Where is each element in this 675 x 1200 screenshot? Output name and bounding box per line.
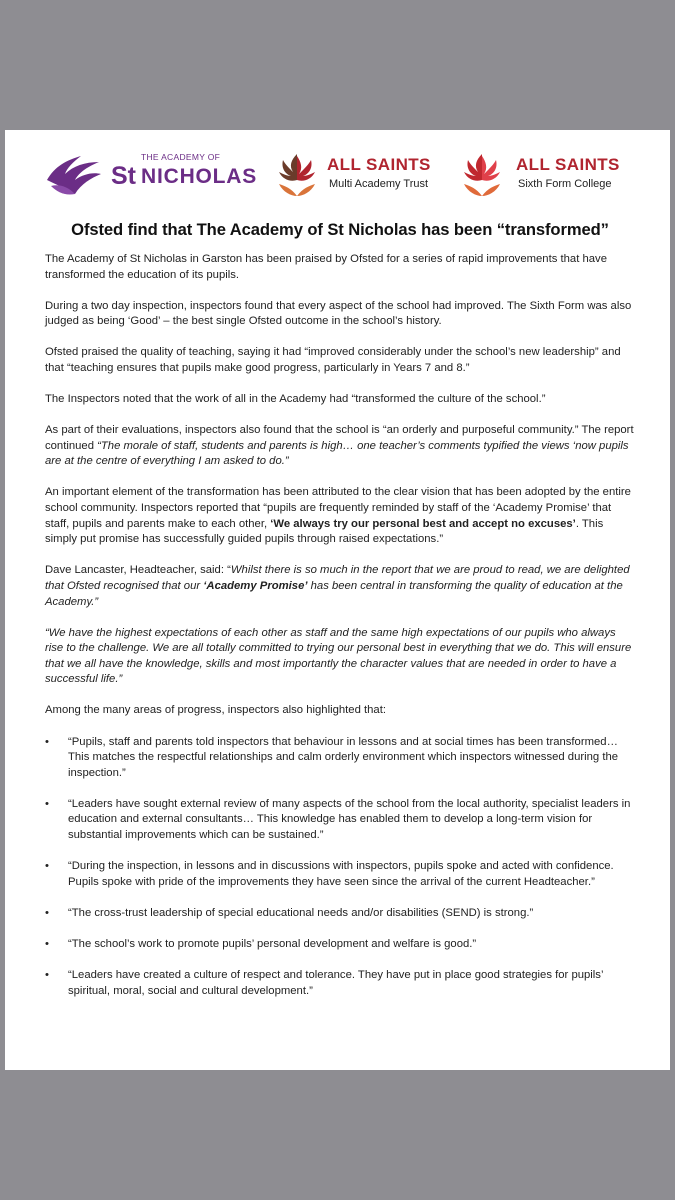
highlights-list [45,735,635,1000]
all-saints-trust-logo [275,150,455,200]
all-saints-college-logo [460,150,645,200]
academy-logo-st: St [111,162,136,190]
list-item [45,937,635,953]
paragraph-teaching: Ofsted praised the quality of teaching, saying it had “improved considerably under the school’s new leadership” and that “teaching ensures that pupils make good progress, particularly in Years 7 and 8.” [45,346,621,374]
purple-flame-icon [45,150,105,200]
paragraph-headteacher [45,563,635,610]
bullet-icon: • [45,735,49,748]
list-item [45,859,635,890]
list-item [45,968,635,999]
paragraph-intro: The Academy of St Nicholas in Garston has been praised by Ofsted for a series of rapid improvements that have transformed the education of its pupils. [45,253,607,281]
paragraph-culture: The Inspectors noted that the work of all in the Academy had “transformed the culture of the school.” [45,393,546,406]
list-item-text: “The school’s work to promote pupils’ personal development and welfare is good.” [68,937,477,950]
headteacher-quote: Whilst there is so much in the report that we are proud to read, we are delighted that Ofsted recognised that our [45,564,630,592]
headteacher-quote-end: has been central in transforming the quality of education at the Academy.” [45,579,623,608]
logo-banner [45,130,635,210]
list-item [45,797,635,844]
evaluations-quote: “The morale of staff, students and parents is high… one teacher’s comments typified the views ‘now pupils are at the centre of everything I am asked to do.” [45,439,629,468]
list-item [45,906,635,922]
list-item-text: “Leaders have created a culture of respect and tolerance. They have put in place good strategies for pupils’ spiritual, moral, social and cultural development.” [68,969,604,997]
promise-bold: ‘We always try our personal best and accept no excuses’ [270,517,576,530]
list-item [45,735,635,782]
paragraph-highlights-intro: Among the many areas of progress, inspectors also highlighted that: [45,704,386,717]
academy-logo-name: NICHOLAS [141,165,258,188]
bullet-icon: • [45,937,49,950]
headteacher-quote-bold: ‘Academy Promise’ [203,579,308,592]
press-release-page [5,130,670,1070]
trust-logo-name: ALL SAINTS [327,155,431,174]
paragraph-inspection: During a two day inspection, inspectors found that every aspect of the school had improved. The Sixth Form was also judged as being ‘Good’ – the best single Ofsted outcome in the school’s history. [45,299,632,328]
list-item-text: “Leaders have sought external review of many aspects of the school from the local authority, specialist leaders in education and external consultants… This knowledge has enabled them to develop a long-term vision for substantial improvements which can be sustained.” [68,797,631,842]
bullet-icon: • [45,797,49,810]
paragraph-expectations-quote: “We have the highest expectations of each other as staff and the same high expectations of our pupils who always rise to the challenge. We are all totally committed to trying our personal best in everything that we do. This will ensure that we all have the knowledge, skills and most importantly the character values that are needed in order to have a successful life.” [45,626,632,686]
promise-text-end: . This simply put promise has successfully guided pupils through raised expectations.” [45,517,604,546]
trust-logo-sub: Multi Academy Trust [329,178,429,190]
paragraph-promise [45,485,635,547]
paragraph-evaluations [45,423,635,470]
academy-of-st-nicholas-logo [45,150,270,200]
bullet-icon: • [45,969,49,981]
hands-flame-icon [275,150,319,200]
bullet-icon: • [45,860,49,873]
evaluations-text: As part of their evaluations, inspectors also found that the school is “an orderly and purposeful community.” The report continued [45,424,634,452]
article-title: Ofsted find that The Academy of St Nicholas has been “transformed” [71,220,609,239]
college-logo-name: ALL SAINTS [516,155,620,174]
list-item-text: “During the inspection, in lessons and in discussions with inspectors, pupils spoke and acted with confidence. Pupils spoke with pride of the improvements they have seen since the arrival of the current Headteacher.” [68,860,614,888]
promise-text: An important element of the transformation has been attributed to the clear vision that has been adopted by the entire school community. Inspectors reported that “pupils are frequently reminded by staff of the ‘Academy Promise’ that staff, pupils and parents make to each other, [45,486,631,530]
list-item-text: “The cross-trust leadership of special educational needs and/or disabilities (SEND) is strong.” [68,906,534,919]
headteacher-text: Dave Lancaster, Headteacher, said: “ [45,564,231,577]
hands-flame-icon [460,150,504,200]
college-logo-sub: Sixth Form College [518,178,612,190]
bullet-icon: • [45,906,49,919]
list-item-text: “Pupils, staff and parents told inspectors that behaviour in lessons and at social times has been transformed… This matches the respectful relationships and calm orderly environment which inspectors witnessed during the inspection.” [68,735,619,779]
academy-logo-small-text: THE ACADEMY OF [141,152,221,162]
